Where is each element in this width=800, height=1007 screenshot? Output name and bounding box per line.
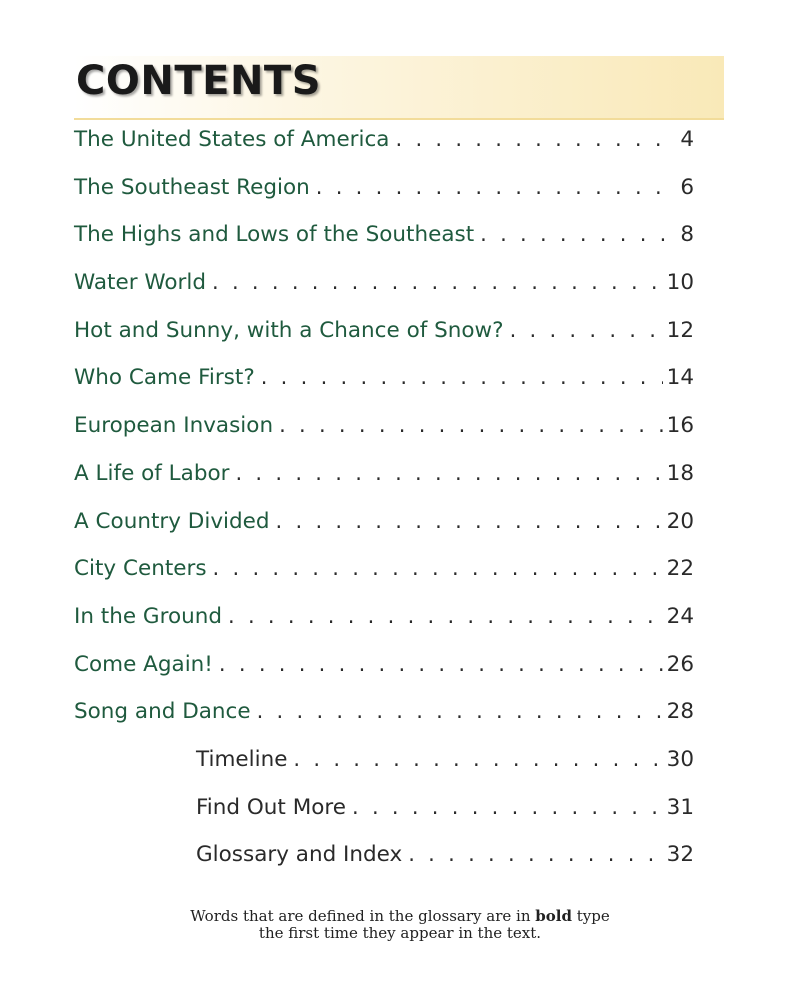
dot-leader: [293, 747, 662, 771]
toc-entry-title: Timeline: [196, 746, 288, 772]
toc-entry-country-divided[interactable]: [74, 509, 694, 557]
toc-entry-title: Water World: [74, 270, 207, 296]
dot-leader: [257, 699, 663, 723]
toc-entry-southeast-region[interactable]: [74, 175, 694, 223]
glossary-note-text-end: type: [571, 907, 610, 925]
toc-entry-title: Come Again!: [74, 651, 213, 677]
toc-page-number: 22: [666, 556, 694, 582]
toc-entry-life-of-labor[interactable]: [74, 461, 694, 509]
glossary-note-text: Words that are defined in the glossary are in: [190, 907, 536, 925]
glossary-note-line2: the first time they appear in the text.: [258, 924, 542, 942]
toc-page-number: 16: [666, 413, 694, 439]
toc-page-number: 28: [666, 699, 694, 725]
dot-leader: [480, 222, 676, 246]
glossary-note-bold-word: bold: [535, 907, 572, 925]
toc-entry-title: In the Ground: [74, 603, 223, 629]
dot-leader: [510, 318, 663, 342]
dot-leader: [213, 556, 663, 580]
dot-leader: [396, 127, 677, 151]
toc-page-number: 24: [666, 603, 694, 629]
toc-page-number: 10: [666, 270, 694, 296]
toc-page-number: 18: [666, 460, 694, 486]
toc-entry-title: Song and Dance: [74, 699, 251, 725]
toc-page-number: 6: [680, 174, 694, 200]
toc-page-number: 20: [666, 508, 694, 534]
table-of-contents: [74, 127, 694, 890]
toc-entry-glossary-and-index[interactable]: [74, 842, 694, 890]
toc-entry-title: City Centers: [74, 556, 207, 582]
toc-entry-title: European Invasion: [74, 413, 274, 439]
toc-entry-title: The Southeast Region: [74, 174, 310, 200]
toc-entry-city-centers[interactable]: [74, 556, 694, 604]
toc-entry-european-invasion[interactable]: [74, 413, 694, 461]
glossary-note: [0, 908, 800, 942]
toc-entry-title: The United States of America: [74, 127, 390, 152]
toc-entry-title: Glossary and Index: [196, 842, 403, 868]
toc-entry-in-the-ground[interactable]: [74, 604, 694, 652]
dot-leader: [228, 604, 663, 628]
dot-leader: [408, 842, 662, 866]
toc-entry-title: A Country Divided: [74, 508, 270, 534]
toc-entry-title: Find Out More: [196, 794, 346, 820]
toc-entry-title: The Highs and Lows of the Southeast: [74, 222, 475, 248]
toc-page-number: 14: [666, 365, 694, 391]
toc-entry-find-out-more[interactable]: [74, 795, 694, 843]
toc-page-number: 12: [666, 317, 694, 343]
toc-entry-title: Hot and Sunny, with a Chance of Snow?: [74, 317, 504, 343]
toc-entry-song-and-dance[interactable]: [74, 699, 694, 747]
dot-leader: [219, 652, 663, 676]
toc-entry-united-states[interactable]: [74, 127, 694, 175]
dot-leader: [352, 795, 663, 819]
toc-page-number: 8: [680, 222, 694, 248]
toc-page-number: 26: [666, 651, 694, 677]
toc-entry-title: Who Came First?: [74, 365, 255, 391]
toc-page-number: 31: [666, 794, 694, 820]
dot-leader: [279, 413, 663, 437]
dot-leader: [261, 365, 663, 389]
toc-page-number: 4: [680, 127, 694, 152]
toc-entry-hot-and-sunny[interactable]: [74, 318, 694, 366]
page-title: CONTENTS: [76, 58, 322, 104]
dot-leader: [276, 509, 663, 533]
toc-page-number: 32: [666, 842, 694, 868]
dot-leader: [212, 270, 663, 294]
toc-entry-highs-and-lows[interactable]: [74, 222, 694, 270]
toc-entry-water-world[interactable]: [74, 270, 694, 318]
toc-page-number: 30: [666, 746, 694, 772]
dot-leader: [316, 175, 677, 199]
toc-entry-timeline[interactable]: [74, 747, 694, 795]
toc-entry-come-again[interactable]: [74, 652, 694, 700]
dot-leader: [235, 461, 662, 485]
toc-entry-who-came-first[interactable]: [74, 365, 694, 413]
toc-entry-title: A Life of Labor: [74, 460, 230, 486]
